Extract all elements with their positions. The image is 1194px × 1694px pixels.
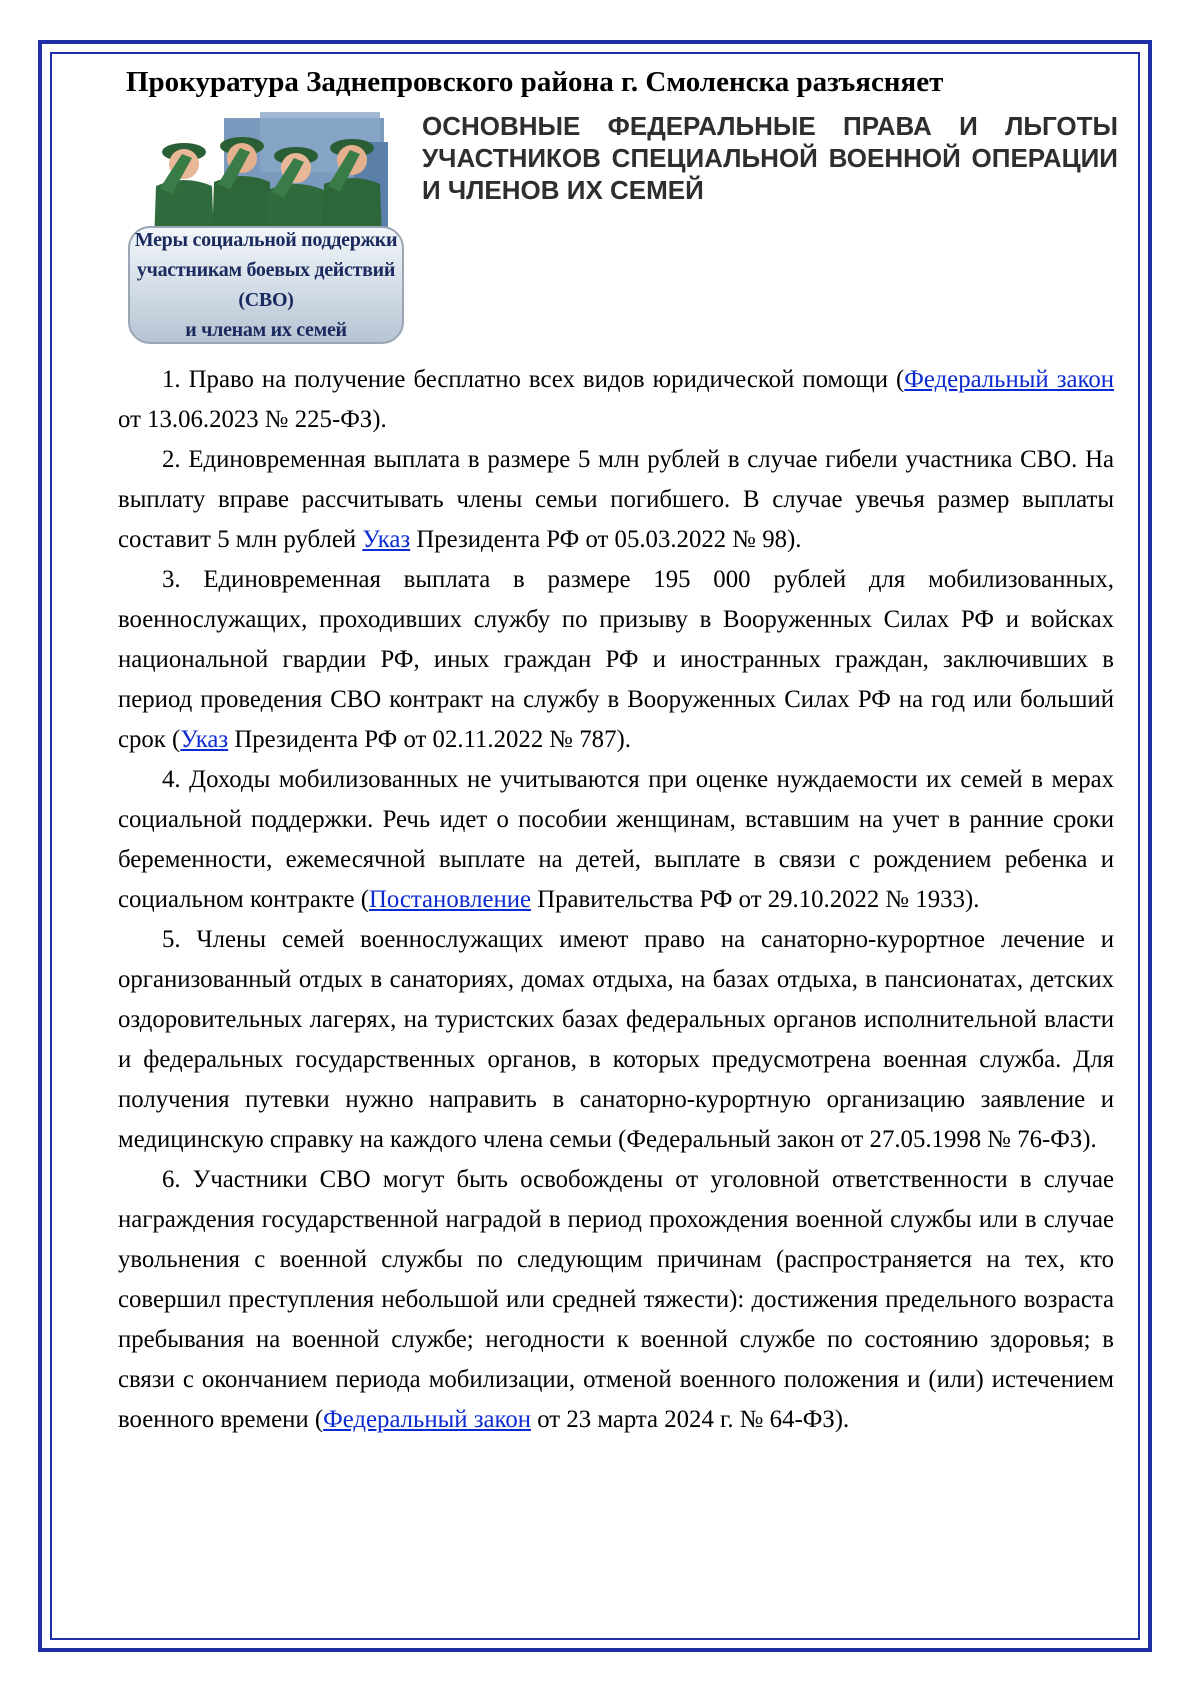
item-text-tail: Президента РФ от 02.11.2022 № 787).	[228, 726, 631, 753]
federal-law-link[interactable]: Федеральный закон	[904, 366, 1114, 393]
item-text: 2. Единовременная выплата в размере 5 млн рублей в случае гибели участника СВО. На выплату вправе рассчитывать члены семьи погибшего. В случае увечья размер выплаты составит 5 млн рублей	[118, 446, 1114, 553]
item-text-tail: Президента РФ от 05.03.2022 № 98).	[410, 526, 802, 553]
item-text-tail: от 13.06.2023 № 225-ФЗ).	[118, 406, 387, 433]
list-item-5	[118, 920, 1114, 1160]
decree-link[interactable]: Указ	[362, 526, 411, 553]
item-text: 3. Единовременная выплата в размере 195 000 рублей для мобилизованных, военнослужащих, проходивших службу по призыву в Вооруженных Силах РФ и войсках национальной гвардии РФ, иных граждан РФ и иностранных граждан, заключивших в период проведения СВО контракт на службу в Вооруженных Силах РФ на год или больший срок (	[118, 566, 1114, 753]
list-item-6	[118, 1160, 1114, 1440]
decree-link[interactable]: Указ	[180, 726, 229, 753]
item-text: 1. Право на получение бесплатно всех видов юридической помощи (	[162, 366, 905, 393]
item-text-tail: от 23 марта 2024 г. № 64-ФЗ).	[531, 1406, 850, 1433]
page-title: Прокуратура Заднепровского района г. Смоленска разъясняет	[126, 66, 944, 98]
item-text: 4. Доходы мобилизованных не учитываются при оценке нуждаемости их семей в мерах социальной поддержки. Речь идет о пособии женщинам, вставшим на учет в ранние сроки беременности, ежемесячной выплате на детей, выплате в связи с рождением ребенка и социальном контракте (	[118, 766, 1114, 913]
item-text: 6. Участники СВО могут быть освобождены от уголовной ответственности в случае награждения государственной наградой в период прохождения военной службы или в случае увольнения с военной службы по следующим причинам (распространяется на тех, кто совершил преступления небольшой или средней тяжести): достижения предельного возраста пребывания на военной службе; негодности к военной службе по состоянию здоровья; в связи с окончанием периода мобилизации, отменой военного положения и (или) истечением военного времени (	[118, 1166, 1114, 1433]
resolution-link[interactable]: Постановление	[368, 886, 532, 913]
support-measures-banner	[128, 226, 404, 344]
list-item-4	[118, 760, 1114, 920]
federal-law-link[interactable]: Федеральный закон	[323, 1406, 532, 1433]
list-item-1	[118, 360, 1114, 440]
list-item-3	[118, 560, 1114, 760]
item-text: 5. Члены семей военнослужащих имеют право на санаторно-курортное лечение и организованный отдых в санаториях, домах отдыха, на базах отдыха, в пансионатах, детских оздоровительных лагерях, на туристских базах федеральных органов исполнительной власти и федеральных государственных органов, в которых предусмотрена военная служба. Для получения путевки нужно направить в санаторно-курортную организацию заявление и медицинскую справку на каждого члена семьи (Федеральный закон от 27.05.1998 № 76-ФЗ).	[118, 926, 1114, 1153]
list-item-2	[118, 440, 1114, 560]
page-subtitle: ОСНОВНЫЕ ФЕДЕРАЛЬНЫЕ ПРАВА И ЛЬГОТЫ УЧАСТНИКОВ СПЕЦИАЛЬНОЙ ВОЕННОЙ ОПЕРАЦИИ И ЧЛЕНОВ ИХ СЕМЕЙ	[422, 111, 1118, 205]
banner-text: Меры социальной поддержки участникам боевых действий (СВО) и членам их семей	[134, 229, 398, 341]
document-body	[118, 360, 1114, 1440]
item-text-tail: Правительства РФ от 29.10.2022 № 1933).	[531, 886, 980, 913]
